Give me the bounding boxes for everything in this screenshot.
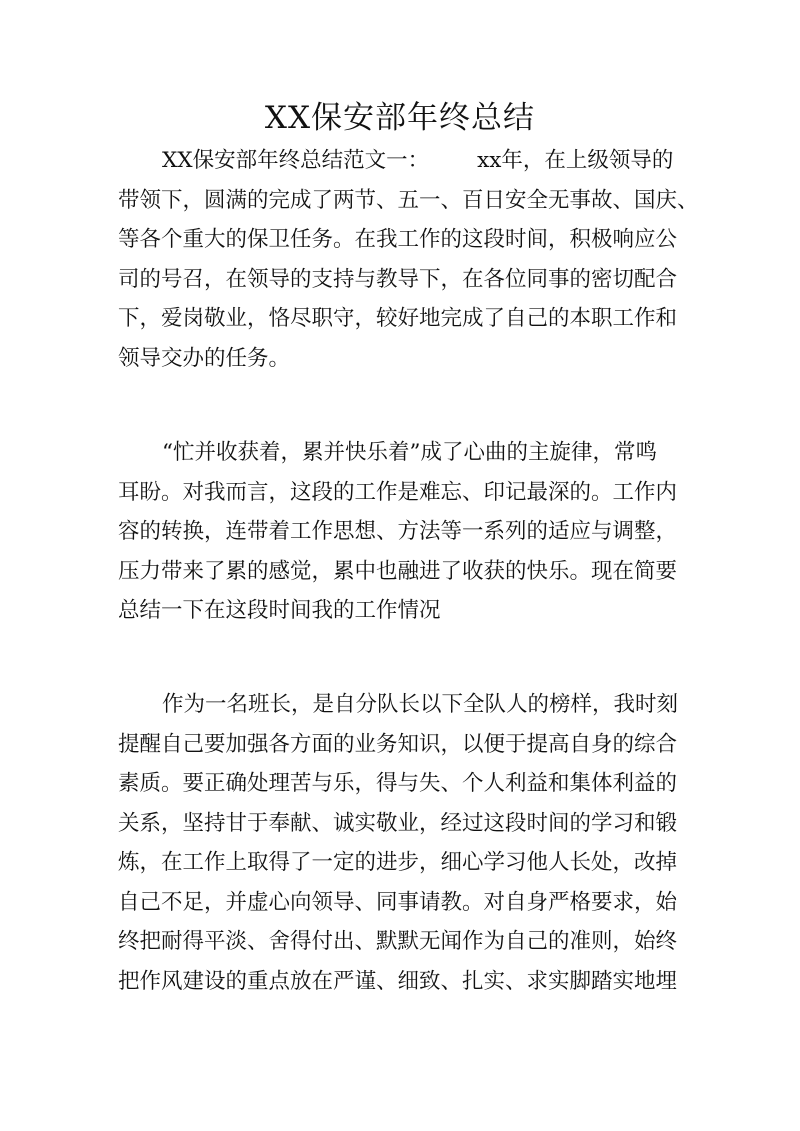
paragraph-line: 司的号召，在领导的支持与教导下，在各位同事的密切配合	[118, 266, 678, 292]
paragraph-line: 把作风建设的重点放在严谨、细致、扎实、求实脚踏实地埋	[118, 968, 678, 994]
paragraph-line-segment: XX保安部年终总结范文一：	[162, 148, 430, 173]
paragraph-line: “忙并收获着，累并快乐着”成了心曲的主旋律，常鸣	[162, 440, 657, 465]
paragraph-line: 下，爱岗敬业，恪尽职守，较好地完成了自己的本职工作和	[118, 306, 678, 331]
paragraph-line: 等各个重大的保卫任务。在我工作的这段时间，积极响应公	[118, 227, 678, 252]
paragraph-line: 提醒自己要加强各方面的业务知识，以便于提高自身的综合	[118, 731, 678, 757]
paragraph-line: 容的转换，连带着工作思想、方法等一系列的适应与调整，	[118, 519, 678, 544]
paragraph-line: 耳盼。对我而言，这段的工作是难忘、印记最深的。工作内	[118, 479, 678, 505]
paragraph-line: 炼，在工作上取得了一定的进步，细心学习他人长处，改掉	[118, 850, 678, 875]
paragraph-1	[118, 141, 699, 378]
paragraph-line: 总结一下在这段时间我的工作情况	[118, 598, 441, 623]
paragraph-line: 带领下，圆满的完成了两节、五一、百日安全无事故、国庆、	[118, 187, 699, 213]
paragraph-line: 作为一名班长，是自分队长以下全队人的榜样，我时刻	[162, 692, 679, 717]
paragraph-line: 自己不足，并虚心向领导、同事请教。对自身严格要求，始	[118, 889, 678, 915]
paragraph-line: 素质。要正确处理苦与乐，得与失、个人利益和集体利益的	[118, 771, 678, 796]
paragraph-line	[118, 141, 690, 181]
paragraph-line: 关系，坚持甘于奉献、诚实敬业，经过这段时间的学习和锻	[118, 810, 678, 836]
paragraph-line: 终把耐得平淡、舍得付出、默默无闻作为自己的准则，始终	[118, 929, 678, 954]
document-title: XX保安部年终总结	[264, 100, 536, 136]
paragraph-line: 领导交办的任务。	[118, 345, 291, 371]
paragraph-line: 压力带来了累的感觉，累中也融进了收获的快乐。现在简要	[118, 558, 678, 584]
paragraph-2	[118, 433, 690, 631]
paragraph-3	[118, 685, 690, 1001]
paragraph-line-segment: xx年，在上级领导的	[477, 148, 674, 173]
